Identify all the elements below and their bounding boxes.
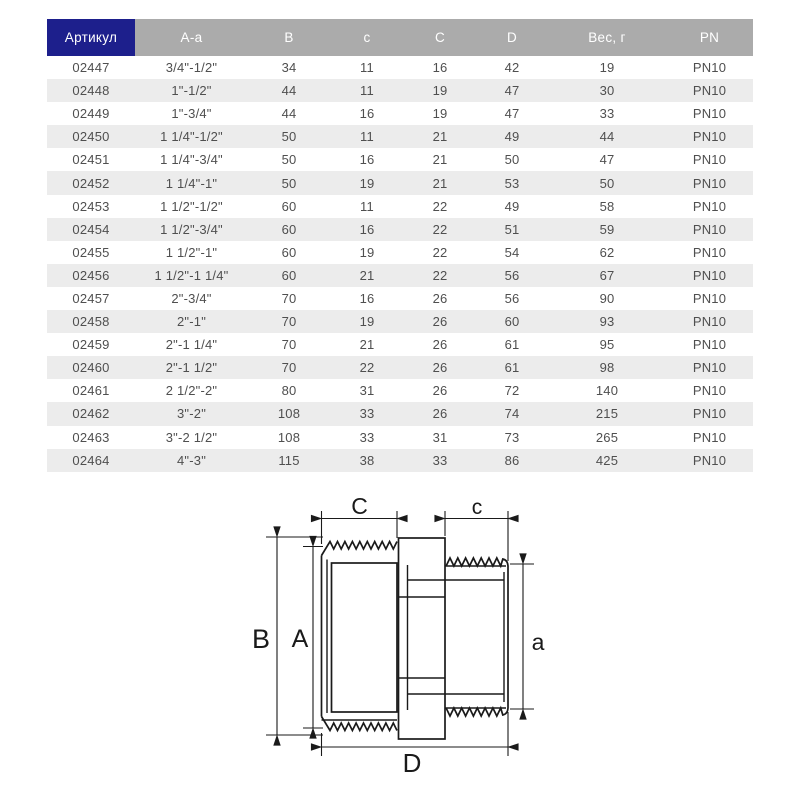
table-cell: 02449 [47,102,135,125]
table-cell: PN10 [666,287,753,310]
table-cell: 60 [248,195,330,218]
table-cell: 3/4"-1/2" [135,56,248,79]
table-cell: PN10 [666,102,753,125]
table-cell: 47 [476,102,548,125]
table-cell: 50 [248,125,330,148]
table-cell: 26 [404,379,476,402]
table-cell: 1"-1/2" [135,79,248,102]
table-cell: 215 [548,402,666,425]
table-cell: PN10 [666,241,753,264]
table-cell: 16 [404,56,476,79]
column-header-pn: PN [666,19,753,56]
table-cell: 19 [404,102,476,125]
table-cell: 73 [476,426,548,449]
table-cell: 1 1/2"-1 1/4" [135,264,248,287]
table-cell: 60 [248,241,330,264]
table-cell: 33 [330,402,404,425]
table-cell: 74 [476,402,548,425]
table-cell: 95 [548,333,666,356]
table-cell: 19 [330,241,404,264]
table-cell: 21 [404,171,476,194]
table-cell: 72 [476,379,548,402]
column-header-weight: Вес, г [548,19,666,56]
table-cell: 2"-1" [135,310,248,333]
table-cell: PN10 [666,125,753,148]
table-cell: 3"-2" [135,402,248,425]
dimension-label-C: C [351,493,368,519]
table-cell: 2"-3/4" [135,287,248,310]
table-cell: 44 [248,79,330,102]
table-cell: 02451 [47,148,135,171]
spec-table-header [47,19,753,56]
table-cell: 33 [404,449,476,472]
table-cell: 50 [548,171,666,194]
table-cell: 67 [548,264,666,287]
table-row [47,333,753,356]
female-thread-bottom-zigzag [322,717,398,731]
table-row [47,102,753,125]
table-cell: 02452 [47,171,135,194]
column-header-d: D [476,19,548,56]
table-row [47,171,753,194]
table-cell: 108 [248,426,330,449]
column-header-size: А-а [135,19,248,56]
table-cell: 70 [248,287,330,310]
table-cell: 19 [330,310,404,333]
table-cell: PN10 [666,195,753,218]
table-cell: PN10 [666,449,753,472]
table-cell: 2"-1 1/2" [135,356,248,379]
table-cell: 4"-3" [135,449,248,472]
table-cell: 50 [248,148,330,171]
header-row [47,19,753,56]
table-cell: 21 [330,264,404,287]
dimension-A [292,547,323,729]
table-cell: 02447 [47,56,135,79]
table-row [47,310,753,333]
table-cell: 21 [330,333,404,356]
table-cell: 60 [476,310,548,333]
table-cell: 02458 [47,310,135,333]
table-cell: 47 [548,148,666,171]
spec-table-container [47,19,753,472]
table-cell: 70 [248,310,330,333]
table-cell: 50 [476,148,548,171]
table-row [47,148,753,171]
table-cell: 33 [330,426,404,449]
table-cell: 61 [476,356,548,379]
table-cell: 2"-1 1/4" [135,333,248,356]
table-cell: 22 [404,218,476,241]
dimension-B [252,537,323,735]
table-cell: 19 [330,171,404,194]
dimension-a [510,564,545,709]
table-cell: 02462 [47,402,135,425]
spec-table-body [47,56,753,472]
female-thread-top-zigzag [322,542,398,556]
table-cell: 62 [548,241,666,264]
table-cell: 38 [330,449,404,472]
table-cell: 90 [548,287,666,310]
table-row [47,125,753,148]
table-cell: 53 [476,171,548,194]
table-cell: 425 [548,449,666,472]
table-cell: 93 [548,310,666,333]
table-cell: PN10 [666,333,753,356]
table-cell: PN10 [666,356,753,379]
table-cell: 49 [476,195,548,218]
table-cell: 108 [248,402,330,425]
table-cell: 1 1/4"-3/4" [135,148,248,171]
table-cell: 02454 [47,218,135,241]
spec-table [47,19,753,472]
table-cell: 22 [404,264,476,287]
dimension-label-A: A [291,625,309,653]
table-cell: 49 [476,125,548,148]
table-cell: 50 [248,171,330,194]
table-cell: 11 [330,125,404,148]
table-cell: 44 [248,102,330,125]
table-row [47,449,753,472]
table-cell: 26 [404,333,476,356]
table-cell: 1"-3/4" [135,102,248,125]
table-cell: 54 [476,241,548,264]
table-cell: 60 [248,264,330,287]
table-cell: 34 [248,56,330,79]
table-cell: 70 [248,356,330,379]
table-row [47,287,753,310]
table-cell: 59 [548,218,666,241]
table-cell: PN10 [666,379,753,402]
table-cell: 1 1/2"-3/4" [135,218,248,241]
table-cell: 140 [548,379,666,402]
table-cell: 26 [404,310,476,333]
table-row [47,264,753,287]
table-cell: 21 [404,125,476,148]
table-cell: 11 [330,195,404,218]
table-cell: 22 [404,195,476,218]
table-cell: 115 [248,449,330,472]
table-cell: 22 [330,356,404,379]
table-cell: 60 [248,218,330,241]
column-header-b: В [248,19,330,56]
table-cell: 19 [404,79,476,102]
male-thread-end [445,558,508,716]
column-header-c-big: С [404,19,476,56]
table-cell: 56 [476,264,548,287]
table-cell: 98 [548,356,666,379]
table-cell: PN10 [666,426,753,449]
table-cell: 02460 [47,356,135,379]
table-cell: 3"-2 1/2" [135,426,248,449]
table-cell: 61 [476,333,548,356]
dimension-label-c: c [471,496,483,519]
table-cell: PN10 [666,402,753,425]
table-cell: 16 [330,148,404,171]
table-cell: 56 [476,287,548,310]
table-cell: 02455 [47,241,135,264]
female-body-bore [332,563,398,712]
table-row [47,56,753,79]
table-cell: 265 [548,426,666,449]
table-cell: 51 [476,218,548,241]
table-cell: 16 [330,102,404,125]
table-cell: 02464 [47,449,135,472]
table-cell: 86 [476,449,548,472]
table-cell: 02463 [47,426,135,449]
dimension-label-a: a [531,629,545,655]
table-row [47,356,753,379]
table-cell: 42 [476,56,548,79]
table-row [47,195,753,218]
dimension-label-D: D [402,748,422,778]
dimension-D [322,712,509,778]
dimension-c [445,496,508,561]
table-row [47,379,753,402]
table-cell: 44 [548,125,666,148]
table-cell: 1 1/4"-1/2" [135,125,248,148]
table-row [47,218,753,241]
table-cell: 26 [404,287,476,310]
table-cell: PN10 [666,171,753,194]
table-cell: 30 [548,79,666,102]
table-cell: 70 [248,333,330,356]
table-cell: 16 [330,218,404,241]
dimension-C [322,493,398,544]
table-cell: 26 [404,356,476,379]
male-thread-top-zigzag [446,558,508,566]
table-cell: 19 [548,56,666,79]
table-cell: 16 [330,287,404,310]
table-cell: PN10 [666,310,753,333]
table-cell: 21 [404,148,476,171]
table-cell: 26 [404,402,476,425]
male-thread-bottom-zigzag [446,708,508,716]
table-cell: 02456 [47,264,135,287]
union-nut [399,538,446,739]
dimension-label-B: B [251,624,271,654]
table-cell: 47 [476,79,548,102]
table-row [47,426,753,449]
table-row [47,402,753,425]
table-cell: 31 [330,379,404,402]
table-row [47,241,753,264]
table-cell: 11 [330,56,404,79]
table-cell: PN10 [666,218,753,241]
table-cell: 02450 [47,125,135,148]
table-cell: 02453 [47,195,135,218]
table-cell: PN10 [666,79,753,102]
table-cell: 02457 [47,287,135,310]
table-cell: 11 [330,79,404,102]
table-cell: 22 [404,241,476,264]
column-header-article: Артикул [47,19,135,56]
column-header-c-small: с [330,19,404,56]
table-cell: 58 [548,195,666,218]
table-cell: 2 1/2"-2" [135,379,248,402]
table-cell: 02448 [47,79,135,102]
table-cell: 33 [548,102,666,125]
table-cell: 31 [404,426,476,449]
table-cell: PN10 [666,148,753,171]
table-cell: 80 [248,379,330,402]
table-cell: 02461 [47,379,135,402]
table-cell: PN10 [666,264,753,287]
table-row [47,79,753,102]
table-cell: 1 1/4"-1" [135,171,248,194]
table-cell: 1 1/2"-1/2" [135,195,248,218]
table-cell: PN10 [666,56,753,79]
table-cell: 02459 [47,333,135,356]
table-cell: 1 1/2"-1" [135,241,248,264]
female-body-outline [322,542,398,731]
union-nut-body [399,538,446,739]
